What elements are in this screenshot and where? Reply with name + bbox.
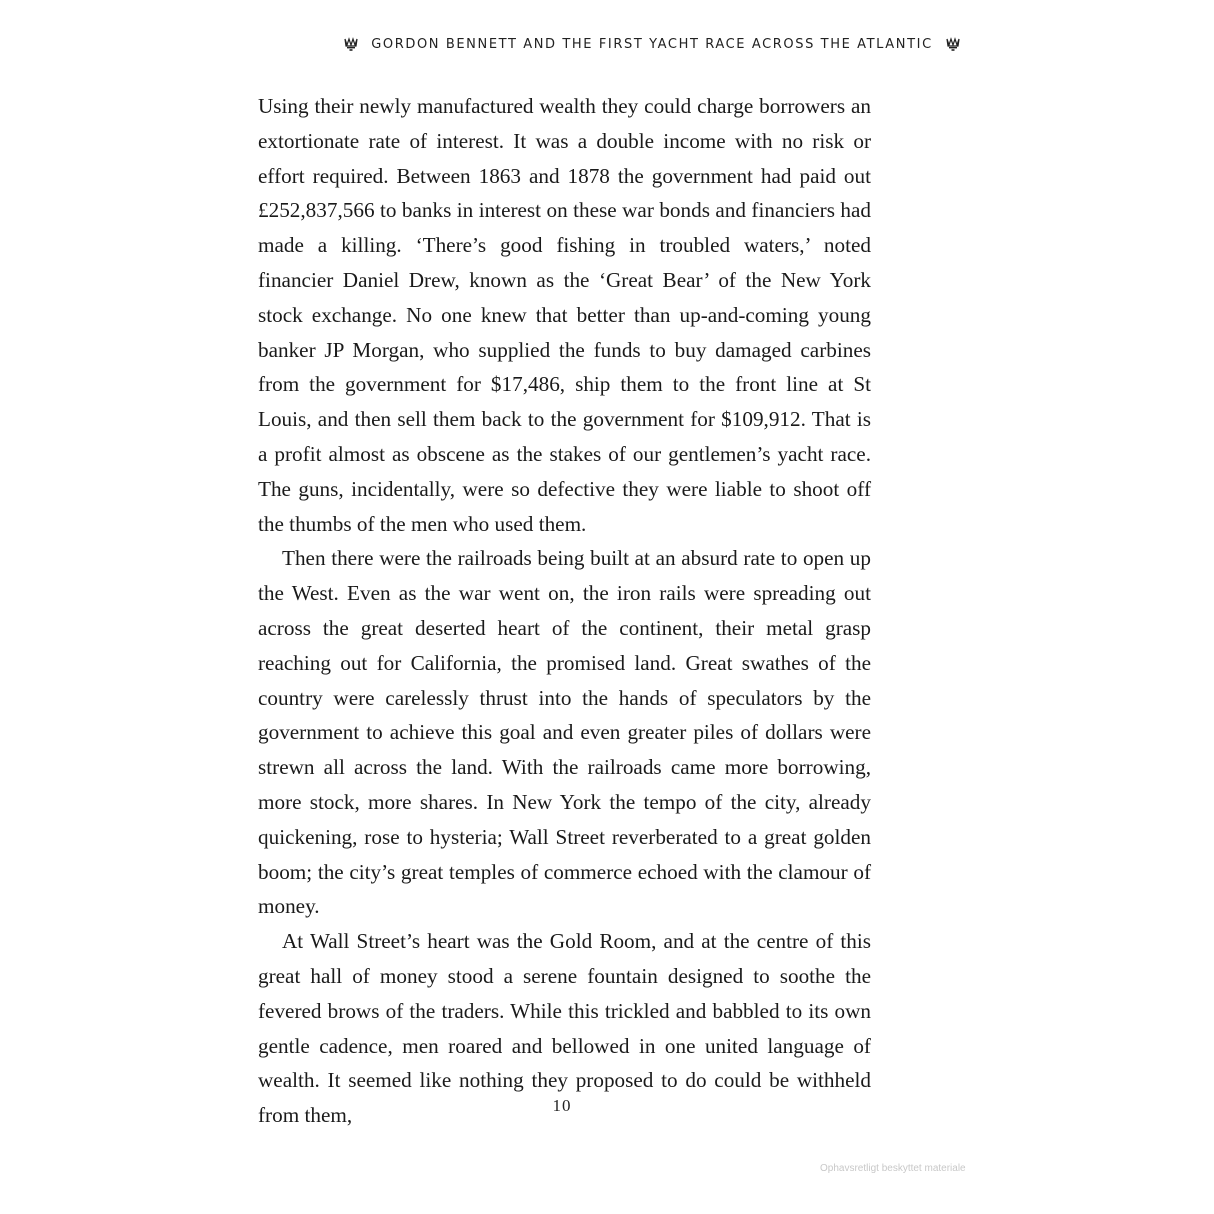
paragraph: Then there were the railroads being built at an absurd rate to open up the West. Even as the war went on, the iron rails were spreading out across the great deserted heart of the continent, their metal grasp reaching out for California, the promised land. Great swathes of the country were carelessly thrust into the hands of speculators by the government to achieve this goal and even greater piles of dollars were strewn all across the land. With the railroads came more borrowing, more stock, more shares. In New York the tempo of the city, already quickening, rose to hysteria; Wall Street reverberated to a great golden boom; the city’s great temples of commerce echoed with the clamour of money. [258,546,871,919]
crown-ornament-icon [343,36,359,52]
copyright-watermark: Ophavsretligt beskyttet materiale [820,1163,966,1174]
paragraph: At Wall Street’s heart was the Gold Room, and at the centre of this great hall of money stood a serene fountain designed to soothe the fevered brows of the traders. While this trickled and babbled to its own gentle cadence, men roared and bellowed in one united language of wealth. It seemed like nothing they proposed to do could be withheld from them, [258,929,871,1128]
body-text [258,89,871,1133]
crown-ornament-icon [945,36,961,52]
paragraph: Using their newly manufactured wealth they could charge borrowers an extortionate rate of interest. It was a double income with no risk or effort required. Between 1863 and 1878 the government had paid out £252,837,566 to banks in interest on these war bonds and financiers had made a killing. ‘There’s good fishing in troubled waters,’ noted financier Daniel Drew, known as the ‘Great Bear’ of the New York stock exchange. No one knew that better than up-and-coming young banker JP Morgan, who supplied the funds to buy damaged carbines from the government for $17,486, ship them to the front line at St Louis, and then sell them back to the government for $109,912. That is a profit almost as obscene as the stakes of our gentlemen’s yacht race. The guns, incidentally, were so defective they were liable to shoot off the thumbs of the men who used them. [258,94,871,536]
running-header [0,36,1144,52]
page-number: 10 [552,1096,572,1115]
running-title: GORDON BENNETT AND THE FIRST YACHT RACE ACROSS THE ATLANTIC [371,36,933,52]
